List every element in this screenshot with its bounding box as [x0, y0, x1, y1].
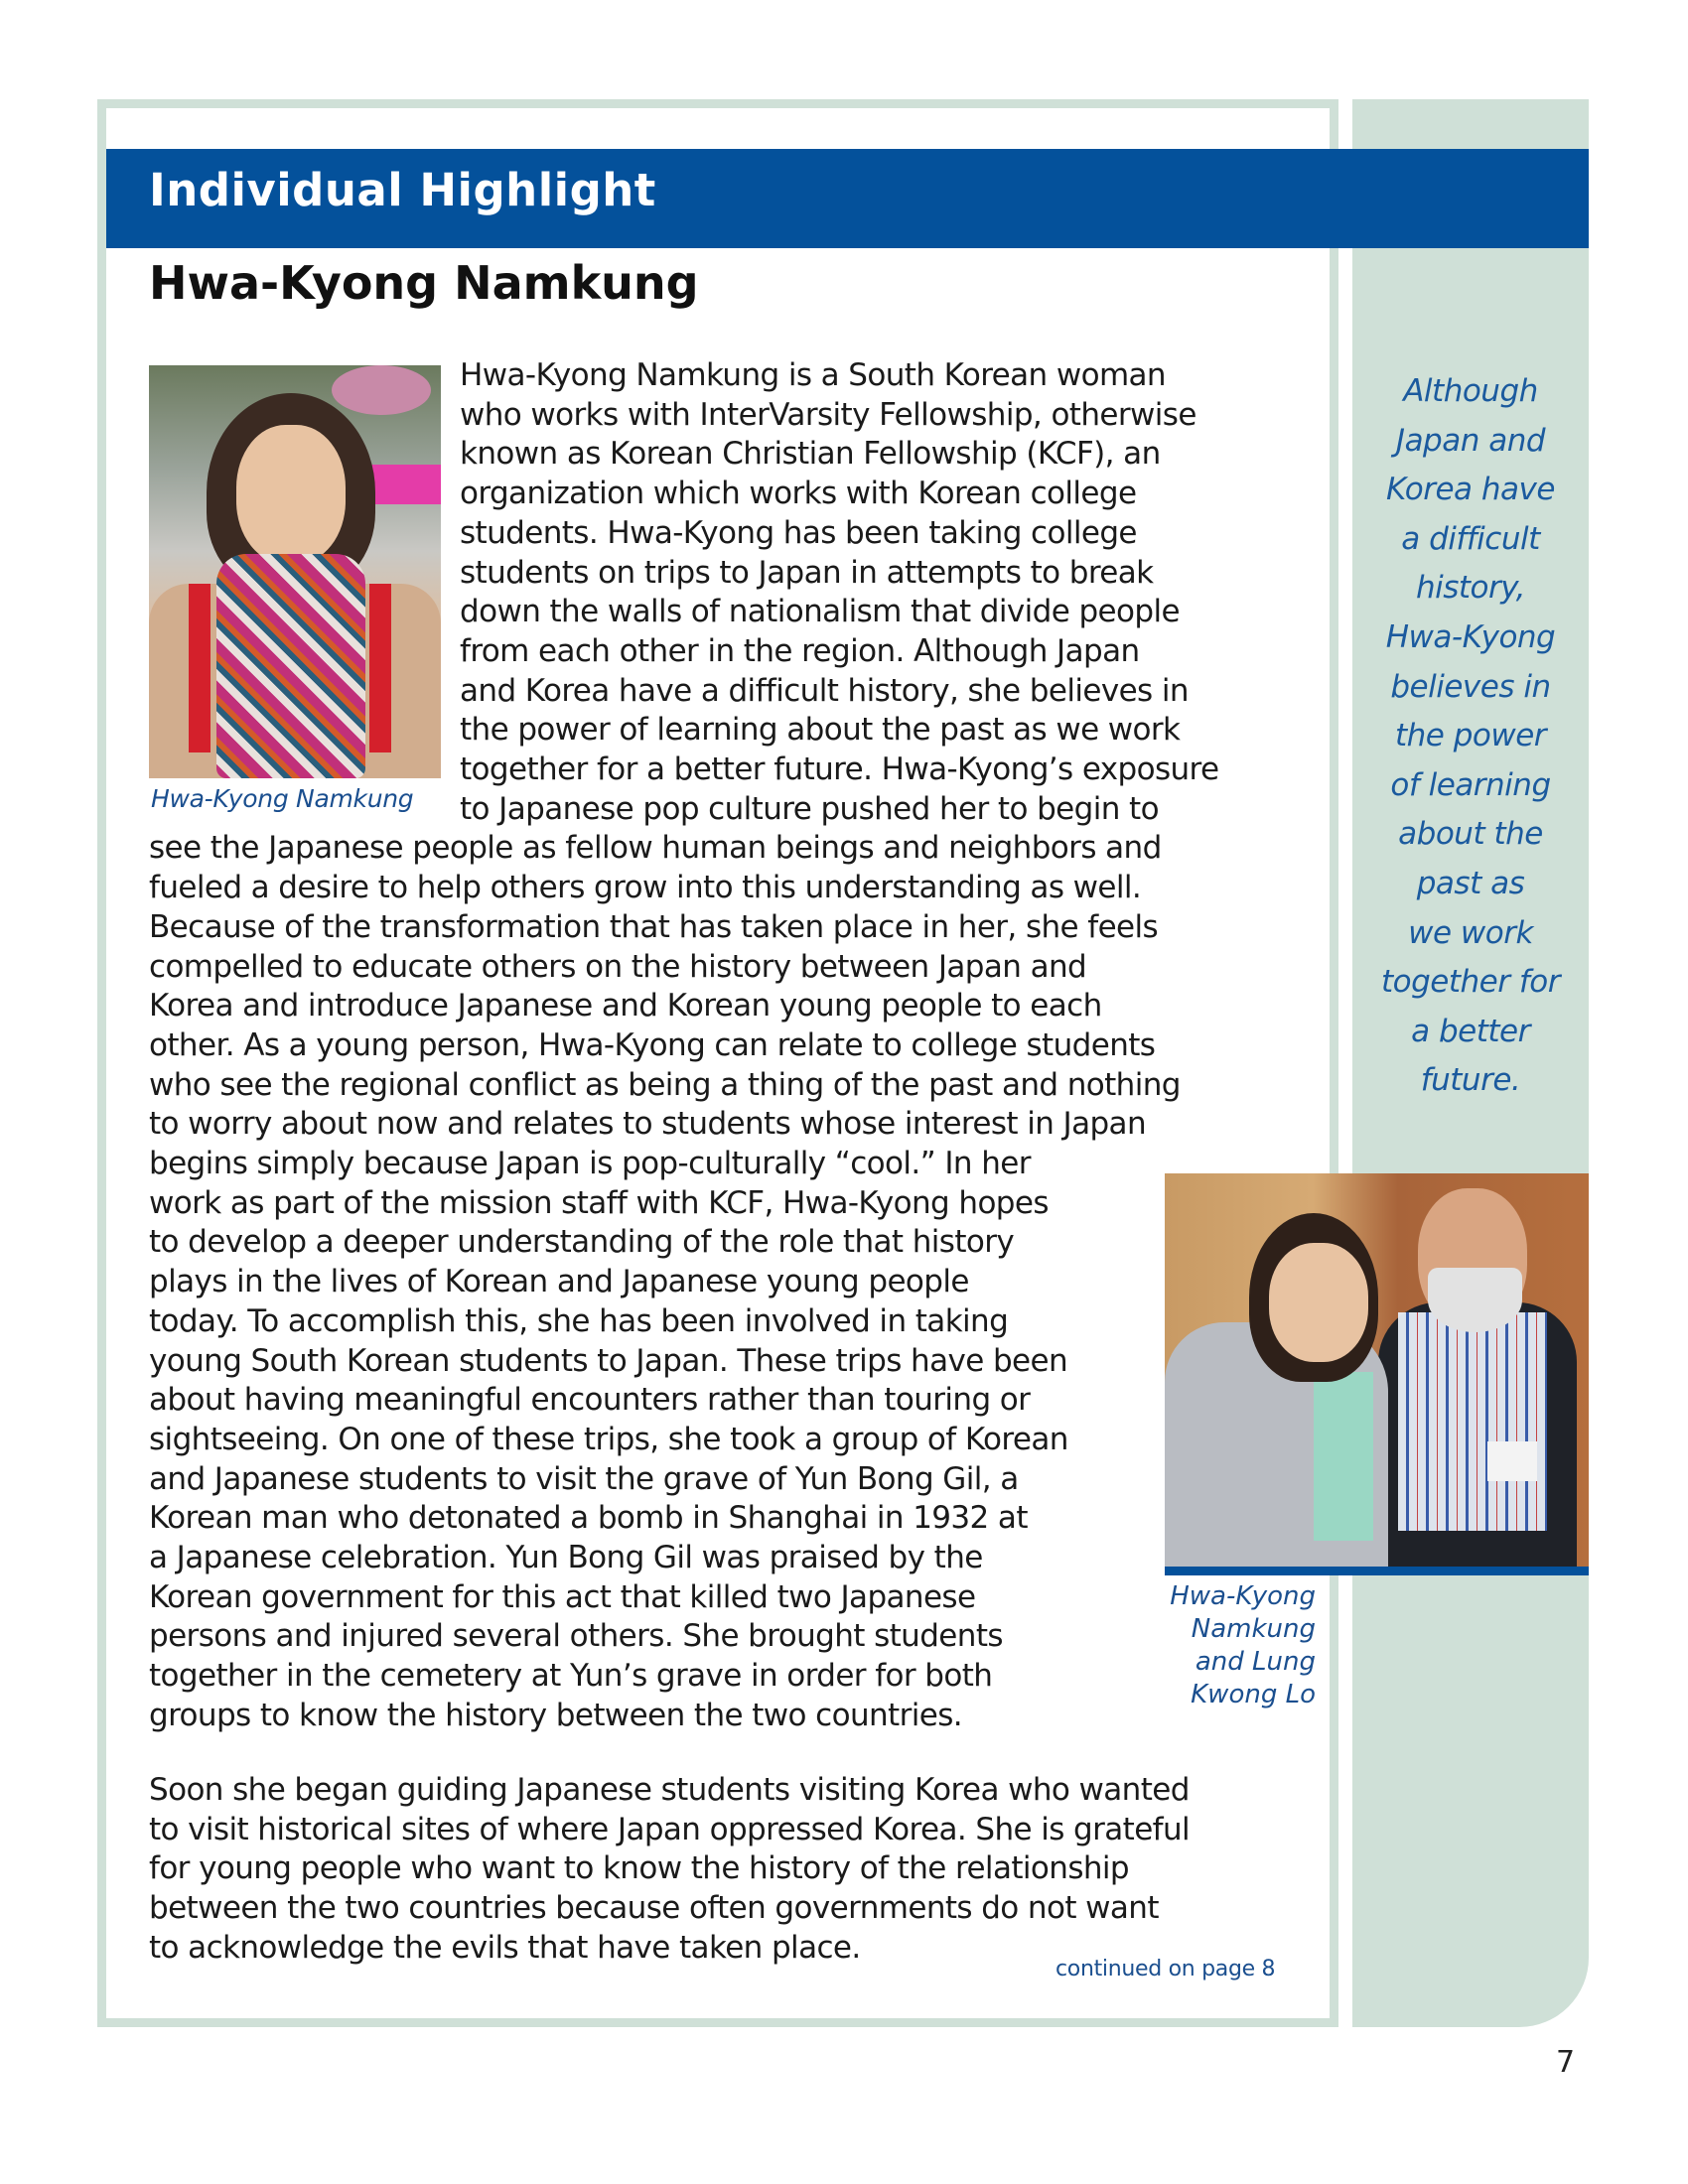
article-line: organization which works with Korean college [460, 476, 1137, 512]
portrait-caption: Hwa-Kyong Namkung [151, 784, 414, 813]
article-line: Korean man who detonated a bomb in Shanghai in 1932 at [149, 1500, 1028, 1537]
article-line: a Japanese celebration. Yun Bong Gil was praised by the [149, 1540, 983, 1575]
article-line: to Japanese pop culture pushed her to begin to [460, 790, 1159, 827]
article-line: to visit historical sites of where Japan oppressed Korea. She is grateful [149, 1811, 1191, 1847]
article-line: groups to know the history between the two countries. [149, 1697, 963, 1733]
person-name-heading: Hwa-Kyong Namkung [149, 256, 699, 310]
page-number: 7 [1556, 2045, 1576, 2080]
article-line: and Japanese students to visit the grave of Yun Bong Gil, a [149, 1460, 1019, 1497]
article-line: between the two countries because often governments do not want [149, 1890, 1159, 1927]
article-line: who see the regional conflict as being a thing of the past and nothing [149, 1066, 1181, 1103]
article-line: to acknowledge the evils that have taken place. [149, 1929, 861, 1966]
article-line: to develop a deeper understanding of the role that history [149, 1224, 1015, 1261]
article-line: to worry about now and relates to students whose interest in Japan [149, 1106, 1147, 1143]
article-line: sightseeing. On one of these trips, she took a group of Korean [149, 1421, 1068, 1457]
article-line: begins simply because Japan is pop-culturally “cool.” In her [149, 1146, 1031, 1181]
article-line: together for a better future. Hwa-Kyong’s exposure [460, 751, 1219, 787]
section-title: Individual Highlight [149, 164, 656, 216]
article-line: for young people who want to know the history of the relationship [149, 1850, 1130, 1887]
article-line: compelled to educate others on the history between Japan and [149, 948, 1087, 985]
article-line: persons and injured several others. She brought students [149, 1618, 1003, 1655]
article-line: the power of learning about the past as we work [460, 712, 1181, 749]
article-line: Soon she began guiding Japanese students visiting Korea who wanted [149, 1772, 1190, 1808]
portrait-photo [149, 365, 441, 778]
photo-accent-bar [1165, 1567, 1589, 1575]
group-photo [1165, 1173, 1589, 1567]
article-line: known as Korean Christian Fellowship (KCF), an [460, 436, 1161, 473]
article-line: down the walls of nationalism that divide people [460, 594, 1180, 630]
article-line: from each other in the region. Although Japan [460, 632, 1140, 669]
article-line: plays in the lives of Korean and Japanese young people [149, 1264, 969, 1300]
article-line: Hwa-Kyong Namkung is a South Korean woman [460, 357, 1166, 393]
article-line: Korean government for this act that killed two Japanese [149, 1578, 976, 1615]
article-line: Because of the transformation that has taken place in her, she feels [149, 908, 1159, 945]
article-line: who works with InterVarsity Fellowship, otherwise [460, 396, 1196, 433]
article-line: other. As a young person, Hwa-Kyong can relate to college students [149, 1026, 1156, 1063]
article-line: Korea and introduce Japanese and Korean young people to each [149, 988, 1102, 1024]
article-line: young South Korean students to Japan. These trips have been [149, 1342, 1068, 1379]
article-line: fueled a desire to help others grow into this understanding as well. [149, 870, 1142, 906]
article-line: students on trips to Japan in attempts to break [460, 554, 1154, 591]
article-line: together in the cemetery at Yun’s grave in order for both [149, 1658, 993, 1695]
continued-link[interactable]: continued on page 8 [1055, 1957, 1276, 1981]
article-line: see the Japanese people as fellow human beings and neighbors and [149, 830, 1162, 867]
group-photo-caption: Hwa-Kyong Namkung and Lung Kwong Lo [1170, 1581, 1316, 1709]
pull-quote: Although Japan and Korea have a difficult history, Hwa-Kyong believes in the power of learning about the past as we work together for a better future. [1381, 373, 1560, 1099]
article-line: work as part of the mission staff with KCF, Hwa-Kyong hopes [149, 1184, 1049, 1221]
article-line: and Korea have a difficult history, she believes in [460, 672, 1189, 709]
article-line: students. Hwa-Kyong has been taking college [460, 514, 1137, 551]
article-line: today. To accomplish this, she has been involved in taking [149, 1302, 1009, 1339]
article-line: about having meaningful encounters rather than touring or [149, 1382, 1031, 1419]
